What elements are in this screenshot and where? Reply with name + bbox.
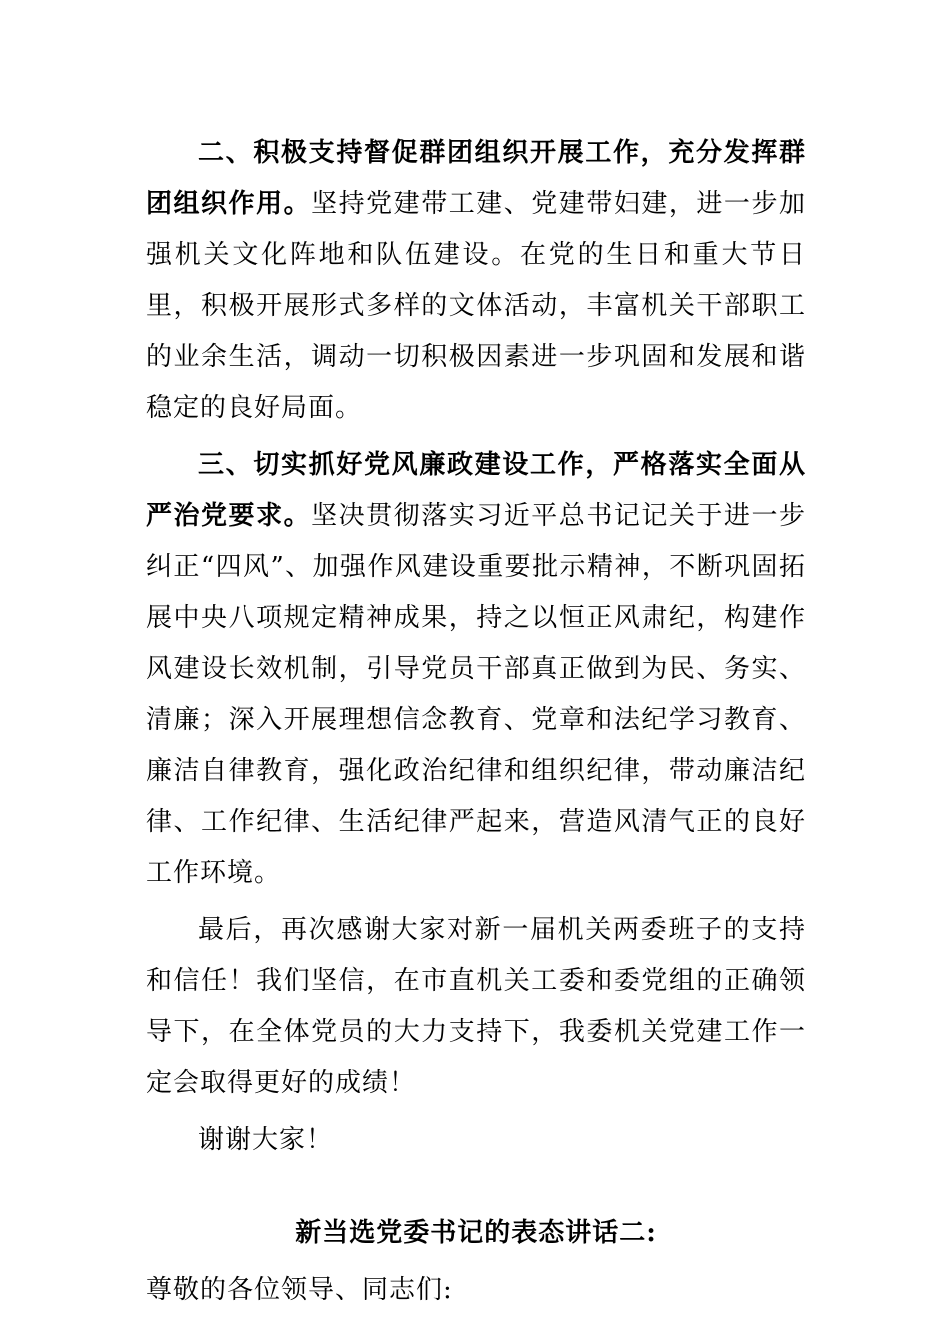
second-speech-title: 新当选党委书记的表态讲话二: [295, 1218, 657, 1248]
closing-paragraph: 最后，再次感谢大家对新一届机关两委班子的支持和信任！我们坚信，在市直机关工委和委党组的正确领导下，在全体党员的大力支持下，我委机关党建工作一定会取得更好的成绩！ [146, 915, 806, 1098]
section-two-paragraph [146, 128, 806, 434]
section-two-heading: 二、积极支持督促群团组织开展工作，充分发挥群团组织作用。 [146, 138, 806, 219]
section-three-heading: 三、切实抓好党风廉政建设工作，严格落实全面从严治党要求。 [146, 450, 806, 531]
second-speech-greeting: 尊敬的各位领导、同志们: [146, 1275, 453, 1305]
document-page [146, 128, 806, 1316]
spacer [146, 1166, 806, 1208]
section-three-paragraph [146, 440, 806, 899]
thanks-line: 谢谢大家！ [198, 1125, 334, 1155]
section-three-body: 坚决贯彻落实习近平总书记记关于进一步纠正“四风”、加强作风建设重要批示精神，不断巩固拓展中央八项规定精神成果，持之以恒正风肃纪，构建作风建设长效机制，引导党员干部真正做到为民、务实、清廉；深入开展理想信念教育、党章和法纪学习教育、廉洁自律教育，强化政治纪律和组织纪律，带动廉洁纪律、工作纪律、生活纪律严起来，营造风清气正的良好工作环境。 [146, 501, 806, 888]
section-two-body: 坚持党建带工建、党建带妇建，进一步加强机关文化阵地和队伍建设。在党的生日和重大节日里，积极开展形式多样的文体活动，丰富机关干部职工的业余生活，调动一切积极因素进一步巩固和发展和谐稳定的良好局面。 [146, 189, 806, 423]
